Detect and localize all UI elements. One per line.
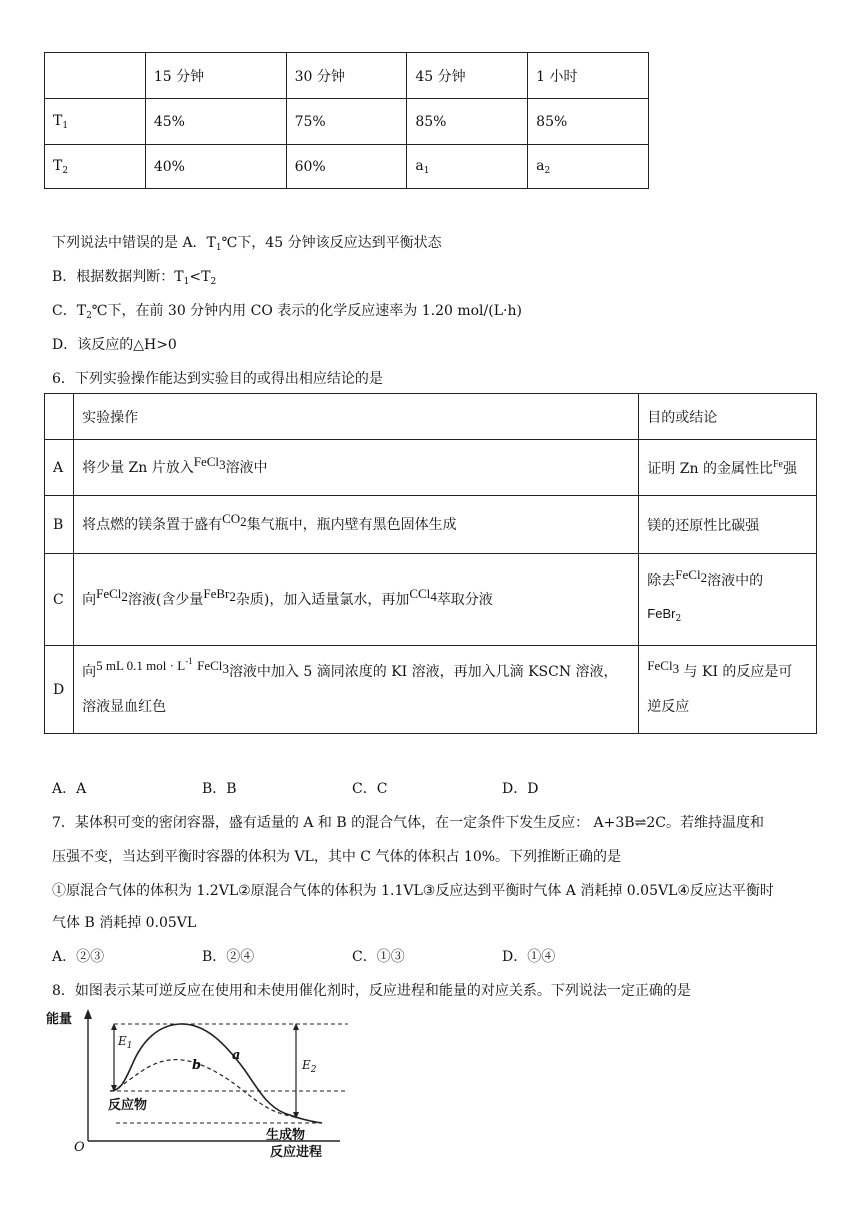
table-cell: 证明 Zn 的金属性比$^{Fe}$强 <box>639 440 817 496</box>
table-header: 目的或结论 <box>639 394 817 440</box>
experiment-table <box>44 393 817 734</box>
table-header: 45 分钟 <box>407 53 528 99</box>
e2-label: $E_2$ <box>302 1058 317 1075</box>
q7-line-2: 压强不变，当达到平衡时容器的体积为 VL，其中 C 气体的体积占 10%。下列推断正确的是 <box>52 849 622 865</box>
y-axis-arrow-icon <box>84 1009 92 1019</box>
q5-option-b: B．根据数据判断：$T_1<T_2$ <box>52 269 217 287</box>
table-header: 实验操作 <box>74 394 639 440</box>
table-cell: 85% <box>528 99 649 145</box>
curve-a-label: a <box>232 1048 241 1063</box>
row-label: $T_2$ <box>45 145 146 189</box>
row-label: B <box>45 496 74 554</box>
q6-option-c: C．C <box>352 781 388 797</box>
product-label: 生成物 <box>266 1128 306 1143</box>
e1-label: $E_1$ <box>118 1034 133 1051</box>
table-cell <box>45 394 74 440</box>
q5-option-a: 下列说法中错误的是 A．$T_1℃$下，45 分钟该反应达到平衡状态 <box>52 235 442 253</box>
table-cell: 60% <box>286 145 407 189</box>
table-cell: 向5 mL 0.1 mol · $L^{-1}$ FeCl3溶液中加入 5 滴同浓度的 KI 溶液，再加入几滴 KSCN 溶液， 溶液显血红色 <box>74 646 639 734</box>
reactant-label: 反应物 <box>108 1098 148 1113</box>
rate-table <box>44 52 649 189</box>
table-cell: 除去FeCl2溶液中的 FeBr$_2$ <box>639 554 817 646</box>
q8-stem: 8．如图表示某可逆反应在使用和未使用催化剂时，反应进程和能量的对应关系。下列说法一定正确的是 <box>52 983 691 999</box>
table-cell: 75% <box>286 99 407 145</box>
q6-option-d: D．D <box>502 781 539 797</box>
table-header: 15 分钟 <box>145 53 286 99</box>
table-cell: 45% <box>145 99 286 145</box>
row-label: C <box>45 554 74 646</box>
table-cell: $a_1$ <box>407 145 528 189</box>
table-cell: 将点燃的镁条置于盛有CO2集气瓶中，瓶内壁有黑色固体生成 <box>74 496 639 554</box>
table-header: 30 分钟 <box>286 53 407 99</box>
table-cell <box>45 53 146 99</box>
q5-option-d: D．该反应的△H>0 <box>52 337 177 353</box>
q7-option-c: C．①③ <box>352 949 405 965</box>
row-label: $T_1$ <box>45 99 146 145</box>
q6-option-b: B．B <box>202 781 237 797</box>
table-cell: 镁的还原性比碳强 <box>639 496 817 554</box>
q7-option-d: D．①④ <box>502 949 556 965</box>
q7-option-b: B．②④ <box>202 949 255 965</box>
row-label: D <box>45 646 74 734</box>
q7-option-a: A．②③ <box>52 949 105 965</box>
y-axis-label: 能量 <box>46 1012 73 1027</box>
q7-line-1: 7．某体积可变的密闭容器，盛有适量的 A 和 B 的混合气体，在一定条件下发生反应： A+3B⇌2C。若维持温度和 <box>52 815 764 831</box>
q5-option-c: C．$T_2℃$下，在前 30 分钟内用 CO 表示的化学反应速率为 1.20 mol/(L·h) <box>52 303 522 321</box>
q7-line-4: 气体 B 消耗掉 0.05VL <box>52 915 197 931</box>
table-cell: 40% <box>145 145 286 189</box>
table-header: 1 小时 <box>528 53 649 99</box>
table-cell: 将少量 Zn 片放入FeCl3溶液中 <box>74 440 639 496</box>
table-cell: 85% <box>407 99 528 145</box>
q6-option-a: A．A <box>52 781 87 797</box>
curve-b-label: b <box>192 1058 202 1073</box>
table-cell: FeCl3 与 KI 的反应是可 逆反应 <box>639 646 817 734</box>
row-label: A <box>45 440 74 496</box>
q7-line-3: ①原混合气体的体积为 1.2VL②原混合气体的体积为 1.1VL③反应达到平衡时气体 A 消耗掉 0.05VL④反应达平衡时 <box>52 883 774 899</box>
table-cell: 向FeCl2溶液(含少量FeBr2杂质)，加入适量氯水，再加CCl4萃取分液 <box>74 554 639 646</box>
origin-label: O <box>74 1140 85 1155</box>
q6-stem: 6．下列实验操作能达到实验目的或得出相应结论的是 <box>52 371 383 387</box>
table-cell: $a_2$ <box>528 145 649 189</box>
x-axis-label: 反应进程 <box>270 1145 323 1160</box>
